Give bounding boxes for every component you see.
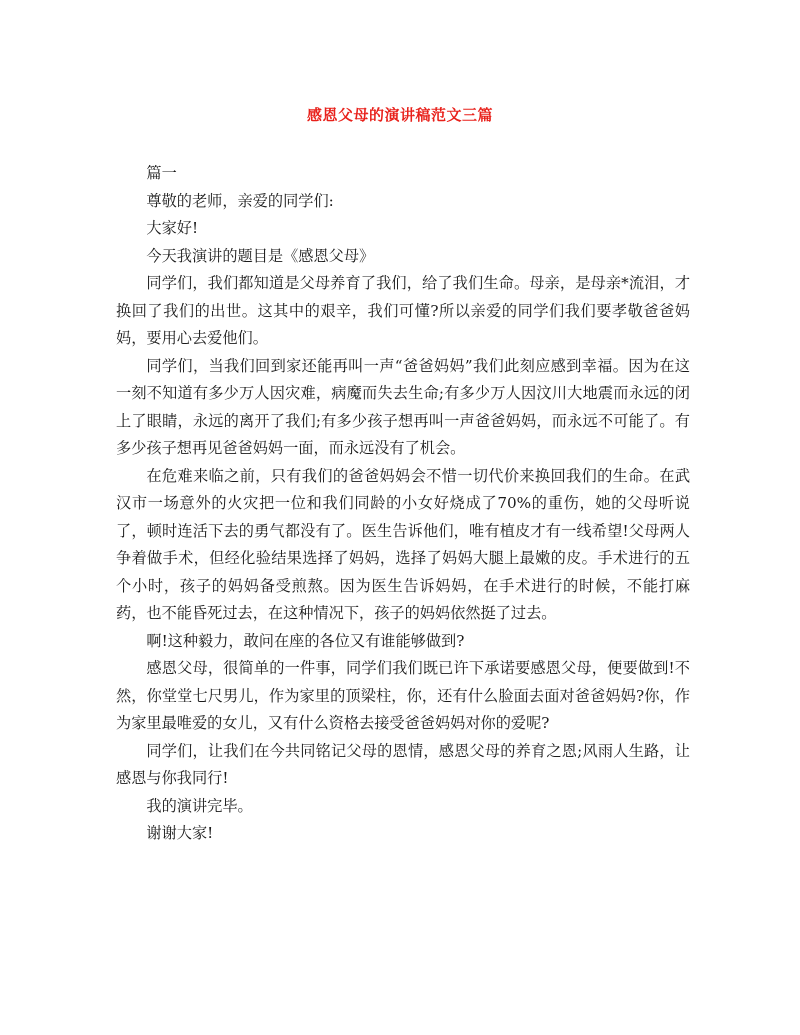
paragraph: 同学们，让我们在今共同铭记父母的恩情，感恩父母的养育之恩;风雨人生路，让感恩与你我同行! [116,741,690,787]
paragraph: 感恩父母，很简单的一件事，同学们我们既已许下承诺要感恩父母，便要做到!不然，你堂堂七尺男儿，作为家里的顶梁柱，你，还有什么脸面去面对爸爸妈妈?你，作为家里最唯爱的女儿，又有什么资格去接受爸爸妈妈对你的爱呢? [116,659,690,732]
paragraph: 在危难来临之前，只有我们的爸爸妈妈会不惜一切代价来换回我们的生命。在武汉市一场意外的火灾把一位和我们同龄的小女好烧成了70%的重伤，她的父母听说了，顿时连活下去的勇气都没有了。医生告诉他们，唯有植皮才有一线希望!父母两人争着做手术，但经化验结果选择了妈妈，选择了妈妈大腿上最嫩的皮。手术进行的五个小时，孩子的妈妈备受煎熬。因为医生告诉妈妈，在手术进行的时候，不能打麻药，也不能昏死过去，在这种情况下，孩子的妈妈依然挺了过去。 [116,466,690,622]
salutation: 尊敬的老师，亲爱的同学们: [146,191,334,210]
section-heading: 篇一 [146,164,177,182]
speech-topic: 今天我演讲的题目是《感恩父母》 [146,246,375,265]
document-body [116,160,690,848]
paragraph: 啊!这种毅力，敢问在座的各位又有谁能够做到? [146,631,465,650]
paragraph: 同学们，当我们回到家还能再叫一声“爸爸妈妈”我们此刻应感到幸福。因为在这一刻不知道有多少万人因灾难，病魔而失去生命;有多少万人因汶川大地震而永远的闭上了眼睛，永远的离开了我们;有多少孩子想再叫一声爸爸妈妈，而永远不可能了。有多少孩子想再见爸爸妈妈一面，而永远没有了机会。 [116,356,690,457]
greeting: 大家好! [146,219,199,237]
closing-line: 我的演讲完毕。 [146,796,253,815]
document-title: 感恩父母的演讲稿范文三篇 [306,106,493,124]
thanks-line: 谢谢大家! [146,824,214,842]
paragraph: 同学们，我们都知道是父母养育了我们，给了我们生命。母亲，是母亲*流泪，才换回了我们的出世。这其中的艰辛，我们可懂?所以亲爱的同学们我们要孝敬爸爸妈妈，要用心去爱他们。 [116,274,690,347]
